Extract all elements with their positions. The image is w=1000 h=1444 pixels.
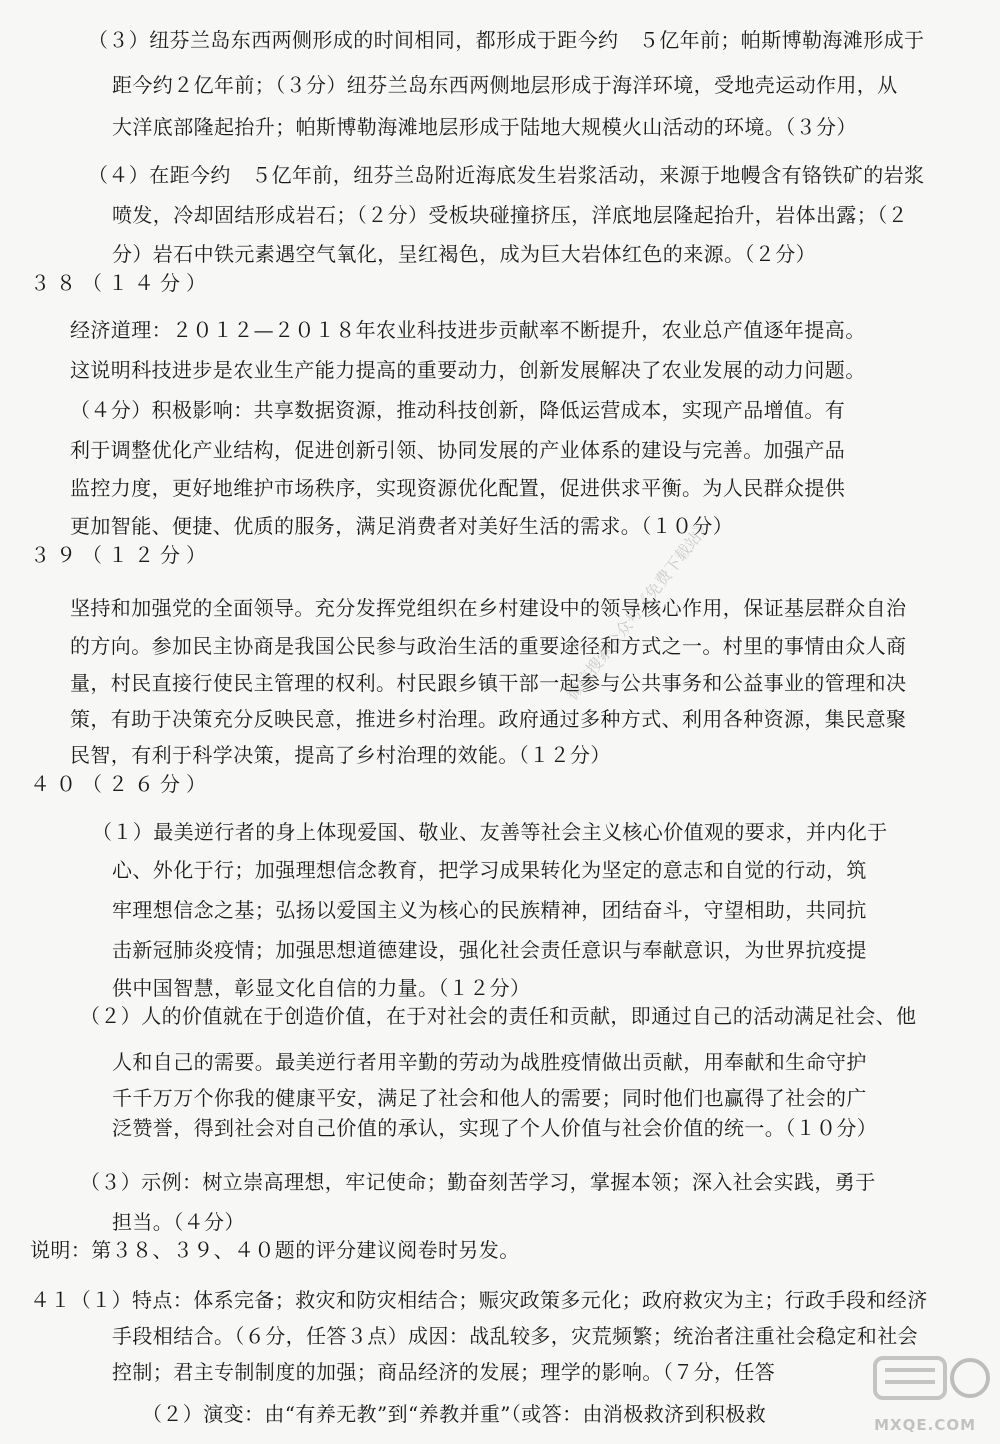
q39-line-4: 策，有助于决策充分反映民意，推进乡村治理。政府通过多种方式、利用各种资源，集民意聚 <box>70 707 907 731</box>
q40-p1-line-5: 供中国智慧，彰显文化自信的力量。（１２分） <box>112 976 531 1000</box>
q40-p2-line-3: 千千万万个你我的健康平安，满足了社会和他人的需要；同时他们也赢得了社会的广 <box>112 1086 867 1110</box>
q40-p3-line-2: 担当。（４分） <box>112 1210 245 1234</box>
q38-line-5: 监控力度，更好地维护市场秩序，实现资源优化配置，促进供求平衡。为人民群众提供 <box>70 476 846 500</box>
q38-line-2: 这说明科技进步是农业生产能力提高的重要动力，创新发展解决了农业发展的动力问题。 <box>70 358 866 382</box>
site-logo-watermark <box>820 1350 990 1440</box>
q40-p1-line-3: 牢理想信念之基；弘扬以爱国主义为核心的民族精神，团结奋斗，守望相助，共同抗 <box>112 898 867 922</box>
q39-line-1: 坚持和加强党的全面领导。充分发挥党组织在乡村建设中的领导核心作用，保证基层群众自治 <box>70 596 907 620</box>
q39-heading: ３９（１２分） <box>30 543 212 567</box>
q38-line-4: 利于调整优化产业结构，促进创新引领、协同发展的产业体系的建设与完善。加强产品 <box>70 438 846 462</box>
q39-line-3: 量，村民直接行使民主管理的权利。村民跟乡镇干部一起参与公共事务和公益事业的管理和决 <box>70 671 907 695</box>
q40-p1-line-2: 心、外化于行；加强理想信念教育，把学习成果转化为坚定的意志和自觉的行动，筑 <box>112 858 867 882</box>
q38-heading: ３８（１４分） <box>30 271 212 295</box>
q41-line-4: （２）演变：由“有养无教”到“养教并重”（或答：由消极救济到积极救 <box>142 1402 767 1426</box>
q40-p2-line-4: 泛赞誉，得到社会对自己价值的承认，实现了个人价值与社会价值的统一。（１０分） <box>112 1116 878 1140</box>
q40-p1-line-1: （１）最美逆行者的身上体现爱国、敬业、友善等社会主义核心价值观的要求，并内化于 <box>92 820 888 844</box>
q39-line-2: 的方向。参加民主协商是我国公民参与政治生活的重要途径和方式之一。村里的事情由众人商 <box>70 634 907 658</box>
diagonal-watermark: 微信搜索公众号《免费下载站》 <box>562 515 716 704</box>
q40-p3-line-1: （３）示例：树立崇高理想，牢记使命；勤奋刻苦学习，掌握本领；深入社会实践，勇于 <box>80 1170 876 1194</box>
q40-p2-line-1: （２）人的价值就在于创造价值，在于对社会的责任和贡献，即通过自己的活动满足社会、他 <box>80 1004 917 1028</box>
logo-text: MXQE.COM <box>874 1416 976 1434</box>
q41-line-3: 控制；君主专制制度的加强；商品经济的发展；理学的影响。（７分，任答 <box>112 1360 776 1384</box>
q41-line-2: 手段相结合。（６分，任答３点）成因：战乱较多，灾荒频繁；统治者注重社会稳定和社会 <box>112 1324 918 1348</box>
q37-p3-line-2: 距今约２亿年前；（３分）纽芬兰岛东西两侧地层形成于海洋环境，受地壳运动作用，从 <box>112 73 898 97</box>
q38-line-1: 经济道理：２０１２—２０１８年农业科技进步贡献率不断提升，农业总产值逐年提高。 <box>70 318 866 342</box>
grading-note: 说明：第３８、３９、４０题的评分建议阅卷时另发。 <box>30 1238 520 1262</box>
q40-p1-line-4: 击新冠肺炎疫情；加强思想道德建设，强化社会责任意识与奉献意识，为世界抗疫提 <box>112 938 867 962</box>
q38-line-3: （４分）积极影响：共享数据资源，推动科技创新，降低运营成本，实现产品增值。有 <box>70 398 846 422</box>
q37-p4-line-2: 喷发，冷却固结形成岩石；（２分）受板块碰撞挤压，洋底地层隆起抬升，岩体出露；（２ <box>112 203 908 227</box>
q37-p4-line-3: 分）岩石中铁元素遇空气氧化，呈红褐色，成为巨大岩体红色的来源。（２分） <box>112 242 816 266</box>
q40-heading: ４０（２６分） <box>30 772 212 796</box>
q41-line-1: ４１（１）特点：体系完备；救灾和防灾相结合；赈灾政策多元化；政府救灾为主；行政手段和经济 <box>30 1288 928 1312</box>
q38-line-6: 更加智能、便捷、优质的服务，满足消费者对美好生活的需求。（１０分） <box>70 514 734 538</box>
q40-p2-line-2: 人和自己的需要。最美逆行者用辛勤的劳动为战胜疫情做出贡献，用奉献和生命守护 <box>112 1050 867 1074</box>
q37-p4-line-1: （４）在距今约 ５亿年前，纽芬兰岛附近海底发生岩浆活动，来源于地幔含有铬铁矿的岩浆 <box>88 163 925 187</box>
q37-p3-line-1: （３）纽芬兰岛东西两侧形成的时间相同，都形成于距今约 ５亿年前；帕斯博勒海滩形成于 <box>88 28 925 52</box>
q39-line-5: 民智，有利于科学决策，提高了乡村治理的效能。（１２分） <box>70 743 611 767</box>
q37-p3-line-3: 大洋底部隆起抬升；帕斯博勒海滩地层形成于陆地大规模火山活动的环境。（３分） <box>112 115 857 139</box>
